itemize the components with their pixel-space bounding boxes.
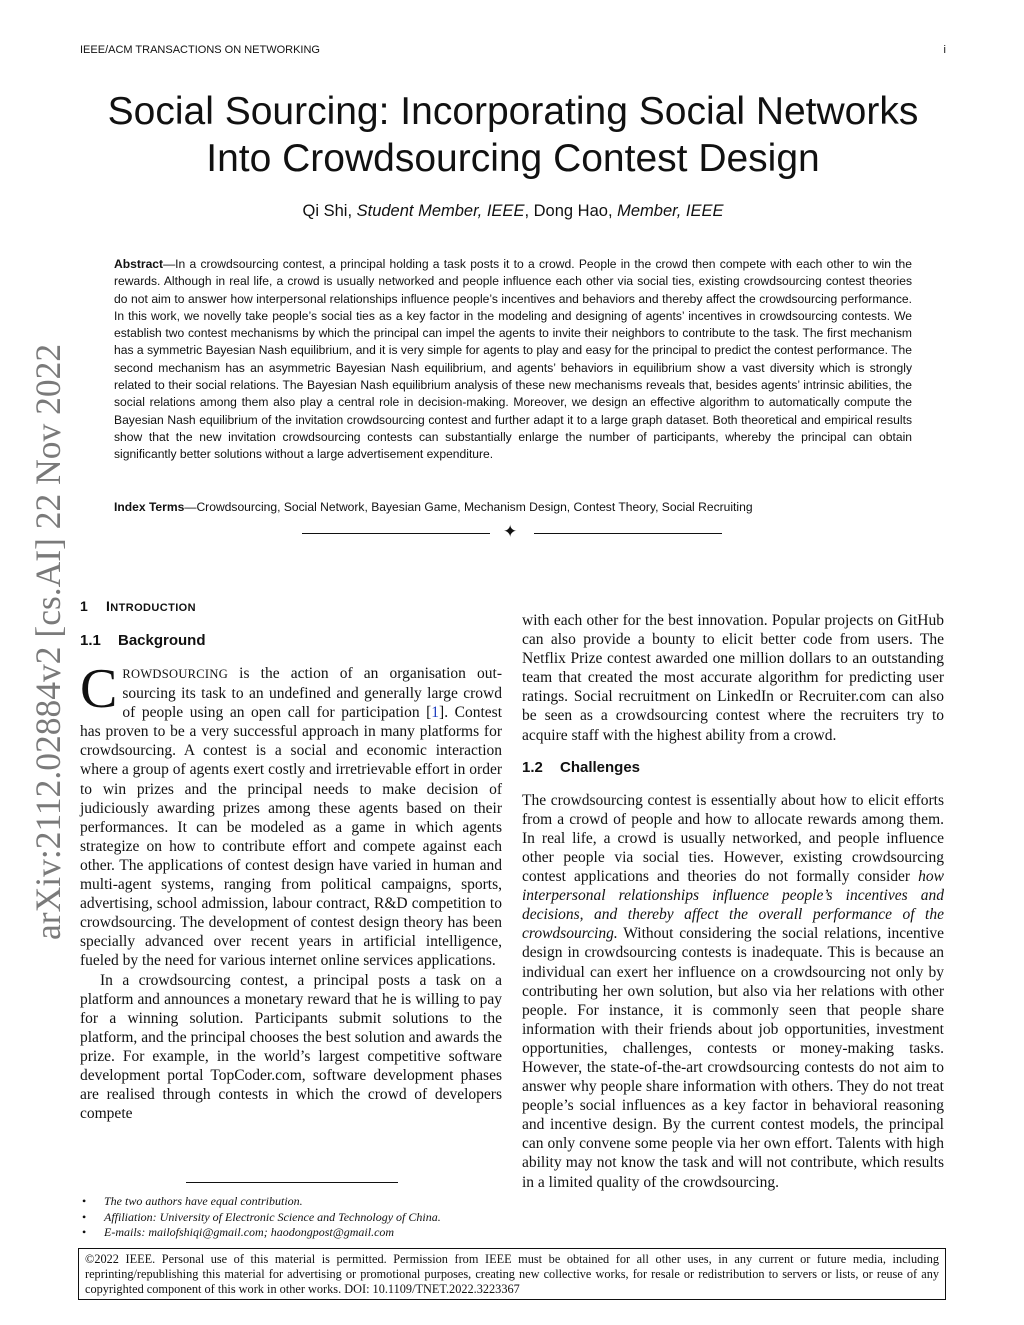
paragraph-continued: with each other for the best innovation. Popular projects on GitHub can also provide a bounty to elicit better code from users. The Netflix Prize contest awarded one million dollars to an outstanding team that created the most accurate algorithm for predicting user ratings. Social recruitment on LinkedIn or Recruiter.com can also be seen as a crowdsourcing contest where the recruiters try to acquire staff with the highest ability from a crowd. — [522, 612, 944, 744]
section-title-initial: I — [106, 598, 111, 614]
author-affiliation-role: Student Member, IEEE — [356, 202, 525, 220]
author-affiliation-role: Member, IEEE — [617, 202, 724, 220]
subsection-heading-background — [80, 631, 502, 651]
title-line-2: Into Crowdsourcing Contest Design — [206, 137, 820, 180]
subsection-number: 1.1 — [80, 632, 101, 649]
arxiv-identifier[interactable]: arXiv:2112.02884v2 [cs.AI] 22 Nov 2022 — [28, 343, 68, 940]
divider-rule-right — [534, 533, 722, 534]
bullet-icon: • — [82, 1225, 87, 1239]
footnote-text: Affiliation: University of Electronic Science and Technology of China. — [104, 1209, 441, 1224]
paragraph-contest-example: In a crowdsourcing contest, a principal posts a task on a platform and announces a monetary reward that he is willing to pay for a winning solution. Participants submit solutions to the platform, and the principal chooses the best solution and awards the prize. For example, in the world’s largest competitive software development portal TopCoder.com, software development phases are realised through contests in which the crowd of developers compete — [80, 971, 502, 1123]
emphasized-text: how interpersonal relationships influence people’s incentives and decisions, and thereby affect the overall performance of the crowdsourcing. — [522, 868, 944, 943]
page-number: i — [943, 44, 946, 56]
footnotes — [80, 1194, 520, 1241]
paper-title — [80, 88, 946, 182]
bullet-icon: • — [82, 1194, 87, 1208]
bullet-icon: • — [82, 1209, 87, 1224]
right-column — [522, 611, 944, 1192]
running-header — [80, 44, 946, 60]
footnote-text: The two authors have equal contribution. — [104, 1194, 303, 1208]
footnote-item — [80, 1194, 520, 1210]
section-divider — [302, 523, 722, 543]
citation-link[interactable]: 1 — [431, 704, 440, 722]
author-name: Dong Hao — [533, 202, 608, 220]
subsection-title: Challenges — [560, 758, 641, 776]
left-column — [80, 596, 502, 1123]
paragraph-text: is the action of an organisation out-sourcing its task to an undefined and generally large crowd of people using an open call for participation [ — [122, 665, 502, 722]
paragraph-text: Without considering the social relations, incentive design in crowdsourcing contests is inadequate. This is because an individual can exert her influence on a crowdsourcing not only by contributing her own solution, but also via her relations with other people. For instance, it is commonly seen that people share information with their friends about job opportunities, investment opportunities, challenges, contests or money-making tasks. However, the state-of-the-art crowdsourcing contests do not aim to answer why people share information with others. They do not treat people’s social influences as a key factor in behavioral reasoning and incentive design. By the current contest models, the principal can only convene some people via her own effort. Talents with high ability may not know the task and will not contribute, which results in a limited quality of the crowdsourcing. — [522, 925, 944, 1191]
section-heading-introduction — [80, 596, 502, 616]
footnote-text: E-mails: mailofshiqi@gmail.com; haodongpost@gmail.com — [104, 1225, 395, 1239]
author-name: Qi Shi — [302, 202, 348, 220]
paragraph-challenges — [522, 791, 944, 1192]
author-line: Qi Shi, Student Member, IEEE, Dong Hao, Member, IEEE — [302, 202, 724, 220]
footnote-item — [80, 1225, 520, 1241]
paragraph-text: ]. Contest has proven to be a very successful approach in many platforms for crowdsourcing. A contest is a social and economic interaction where a group of agents exert costly and irretrievable effort in order to win prizes and the principal needs to make decision of judiciously awarding prizes among these agents based on their performances. It can be modeled as a game in which agents strategize on how to contribute effort and compete against each other. The applications of contest design have varied in human and multi-agent systems, ranging from political campaigns, sports, advertising, school admission, labour contract, R&D competition to crowdsourcing. The development of contest design theory has been specially advanced over recent years in artificial intelligence, fueled by the need for various internet online services applications. — [80, 704, 502, 970]
subsection-number: 1.2 — [522, 758, 543, 776]
journal-name: IEEE/ACM TRANSACTIONS ON NETWORKING — [80, 44, 320, 56]
lead-word: ROWDSOURCING — [122, 667, 229, 681]
abstract-text: —In a crowdsourcing contest, a principal holding a task posts it to a crowd. People in the crowd then compete with each other to win the rewards. Although in real life, a crowd is usually networked and people influence each other via social ties, existing crowdsourcing contest theories do not aim to answer how interpersonal relationships influence people’s incentives and behaviors and thereby affect the crowdsourcing performance. In this work, we novelly take people’s social ties as a key factor in the modeling and designing of agents’ incentives in crowdsourcing contests. We establish two contest mechanisms by which the principal can impel the agents to invite their neighbors to contribute to the task. The first mechanism has a symmetric Bayesian Nash equilibrium, and it is very simple for agents to play and easy for the principal to predict the contest performance. The second mechanism has an asymmetric Bayesian Nash equilibrium, and agents’ behaviors in equilibrium show a vast diversity which is strongly related to their social relations. The Bayesian Nash equilibrium analysis of these new mechanisms reveals that, besides agents’ intrinsic abilities, the social relations among them also play a central role in decision-making. Moreover, we design an effective algorithm to automatically compute the Bayesian Nash equilibrium of the invitation crowdsourcing contest and further adapt it to a large graph dataset. Both theoretical and empirical results show that the new invitation crowdsourcing contests can substantially enlarge the number of participants, whereby the principal can obtain significantly better solutions without a large advertisement expenditure. — [114, 257, 912, 462]
index-terms — [114, 499, 912, 516]
section-number: 1 — [80, 598, 89, 614]
diamond-ornament-icon: ✦ — [503, 522, 518, 541]
paragraph-text: The crowdsourcing contest is essentially about how to elicit efforts from a crowd of people and how to allocate rewards among them. In real life, a crowd is usually networked, and people influence other people via social ties. However, existing crowdsourcing contest applications and theories do not formally consider — [522, 791, 944, 886]
footnote-rule — [186, 1182, 398, 1183]
abstract — [114, 256, 912, 464]
abstract-label: Abstract — [114, 257, 164, 271]
subsection-heading-challenges — [522, 758, 944, 778]
title-line-1: Social Sourcing: Incorporating Social Networks — [107, 90, 919, 133]
copyright-notice: ©2022 IEEE. Personal use of this material is permitted. Permission from IEEE must be obtained for all other uses, in any current or future media, including reprinting/republishing this material for advertising or promotional purposes, creating new collective works, for resale or redistribution to servers or lists, or reuse of any copyrighted component of this work in other works. DOI: 10.1109/TNET.2022.3223367 — [78, 1248, 946, 1300]
divider-rule-left — [302, 533, 490, 534]
paragraph-intro — [80, 658, 502, 971]
subsection-title: Background — [118, 632, 206, 649]
footnote-item — [80, 1210, 520, 1226]
section-title-rest: NTRODUCTION — [110, 602, 196, 614]
drop-cap: C — [80, 658, 118, 720]
index-terms-text: —Crowdsourcing, Social Network, Bayesian Game, Mechanism Design, Contest Theory, Social Recruiting — [184, 500, 753, 514]
index-terms-label: Index Terms — [114, 500, 185, 514]
